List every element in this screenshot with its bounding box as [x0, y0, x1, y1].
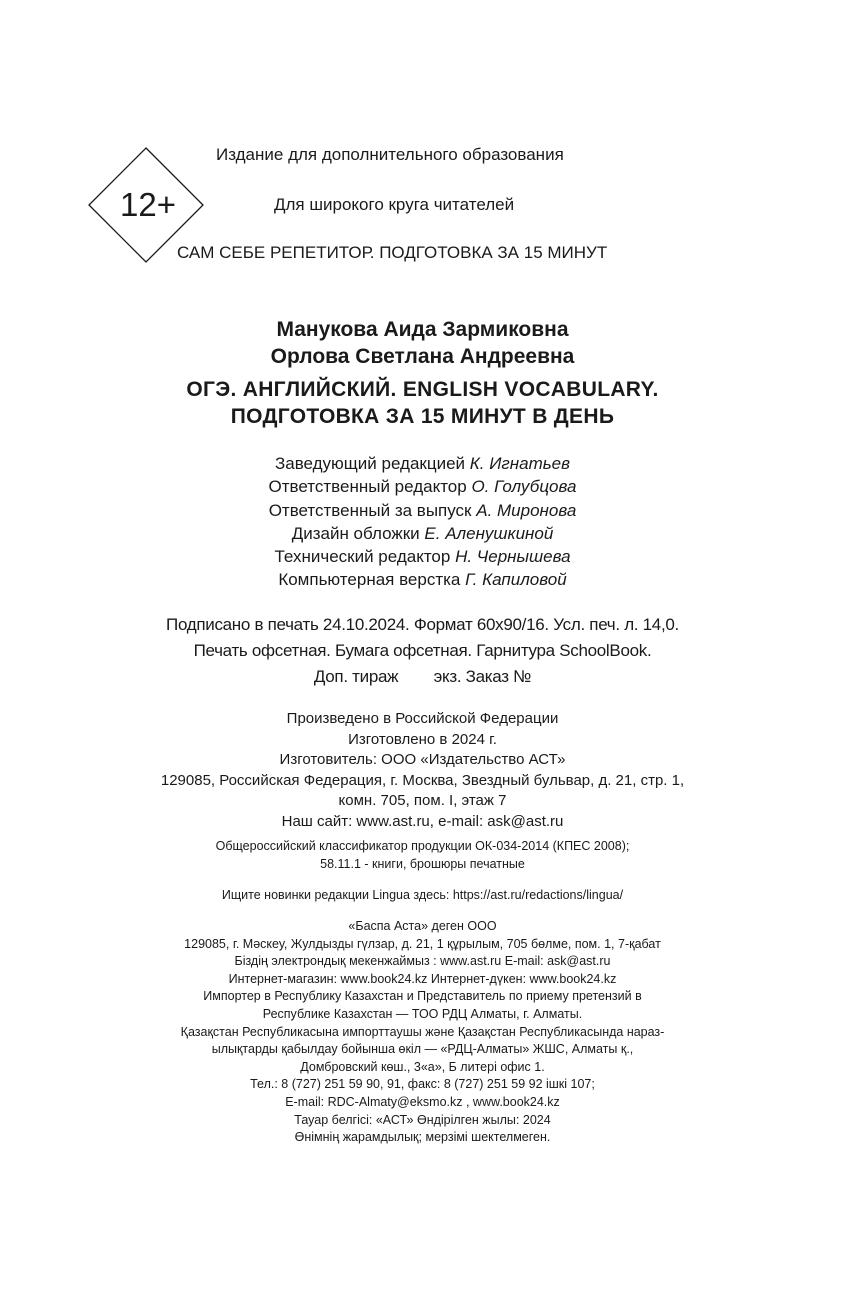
- kz-line: 129085, г. Мәскеу, Жулдызды гүлзар, д. 21, 1 құрылым, 705 бөлме, пом. 1, 7-қабат: [184, 936, 661, 951]
- kz-line: Республике Казахстан — ТОО РДЦ Алматы, г. Алматы.: [262, 1006, 583, 1021]
- kz-line: Интернет-магазин: www.book24.kz Интернет-дүкен: www.book24.kz: [228, 971, 617, 986]
- author-name: Манукова Аида Зармиковна: [276, 318, 569, 341]
- editor-role: Ответственный за выпуск: [268, 500, 472, 520]
- editor-line: [0, 522, 845, 545]
- editor-name: К. Игнатьев: [469, 454, 571, 473]
- editor-role: Ответственный редактор: [268, 477, 467, 497]
- production-info: [0, 709, 845, 833]
- editor-role: Компьютерная верстка: [278, 570, 461, 590]
- editor-line: [0, 545, 845, 568]
- kz-line: «Баспа Аста» деген ООО: [348, 919, 497, 933]
- production-line: комн. 705, пом. I, этаж 7: [338, 792, 507, 810]
- print-info: [0, 612, 845, 690]
- editor-line: [0, 499, 845, 522]
- classifier-line: 58.11.1 - книги, брошюры печатные: [320, 856, 525, 871]
- kz-line: Тел.: 8 (727) 251 59 90, 91, факс: 8 (727) 251 59 92 ішкі 107;: [250, 1077, 595, 1092]
- print-line: Доп. тираж экз. Заказ №: [313, 667, 532, 686]
- editor-name: Е. Аленушкиной: [424, 523, 554, 543]
- editor-line: [0, 568, 845, 591]
- production-line: Изготовлено в 2024 г.: [348, 730, 497, 748]
- kazakhstan-info: [0, 918, 845, 1147]
- editor-line: [0, 475, 845, 498]
- editor-role: Дизайн обложки: [291, 523, 420, 543]
- kz-line: Біздің электрондық мекенжаймыз : www.ast.ru E-mail: ask@ast.ru: [234, 954, 611, 969]
- kz-line: Тауар белгісі: «АСТ» Өндірілген жылы: 2024: [294, 1112, 551, 1127]
- print-line: Печать офсетная. Бумага офсетная. Гарнитура SchoolBook.: [193, 641, 652, 660]
- title-line: ПОДГОТОВКА ЗА 15 МИНУТ В ДЕНЬ: [230, 405, 615, 428]
- production-line: Изготовитель: ООО «Издательство АСТ»: [279, 751, 566, 769]
- kz-line: Қазақстан Республикасына импорттаушы және Қазақстан Республикасында нараз-: [180, 1024, 665, 1039]
- lingua-note: Ищите новинки редакции Lingua здесь: https://ast.ru/redactions/lingua/: [221, 888, 624, 902]
- kz-line: Өнімнің жарамдылық; мерзімі шектелмеген.: [294, 1130, 551, 1145]
- kz-line: ылықтарды қабылдау бойынша өкіл — «РДЦ-Алматы» ЖШС, Алматы қ.,: [211, 1042, 634, 1057]
- editor-role: Технический редактор: [274, 547, 451, 567]
- kz-line: E-mail: RDC-Almaty@eksmo.kz , www.book24.kz: [285, 1094, 560, 1109]
- editor-name: Н. Чернышева: [455, 547, 571, 567]
- title-line: ОГЭ. АНГЛИЙСКИЙ. ENGLISH VOCABULARY.: [186, 378, 659, 401]
- kz-line: Домбровский көш., 3«а», Б литері офис 1.: [300, 1059, 545, 1074]
- editor-role: Заведующий редакцией: [274, 454, 466, 473]
- book-title: [0, 376, 845, 430]
- classifier-line: Общероссийский классификатор продукции ОК-034-2014 (КПЕС 2008);: [215, 839, 630, 853]
- authors: [0, 316, 845, 370]
- audience: Для широкого круга читателей: [274, 195, 515, 214]
- production-line: 129085, Российская Федерация, г. Москва, Звездный бульвар, д. 21, стр. 1,: [160, 771, 685, 789]
- author-name: Орлова Светлана Андреевна: [270, 345, 575, 368]
- age-rating: 12+: [120, 186, 176, 223]
- edition-type: Издание для дополнительного образования: [216, 145, 564, 164]
- editorial-staff: [0, 452, 845, 592]
- editor-name: А. Миронова: [476, 500, 577, 520]
- editor-name: О. Голубцова: [471, 477, 577, 497]
- editor-line: [0, 452, 845, 475]
- product-classifier: [0, 838, 845, 873]
- print-line: Подписано в печать 24.10.2024. Формат 60x90/16. Усл. печ. л. 14,0.: [166, 615, 679, 634]
- kz-line: Импортер в Республику Казахстан и Представитель по приему претензий в: [203, 989, 642, 1004]
- editor-name: Г. Капиловой: [465, 570, 567, 590]
- production-line: Произведено в Российской Федерации: [286, 710, 559, 727]
- series-title: САМ СЕБЕ РЕПЕТИТОР. ПОДГОТОВКА ЗА 15 МИНУТ: [177, 243, 608, 262]
- production-line: Наш сайт: www.ast.ru, e-mail: ask@ast.ru: [281, 812, 564, 830]
